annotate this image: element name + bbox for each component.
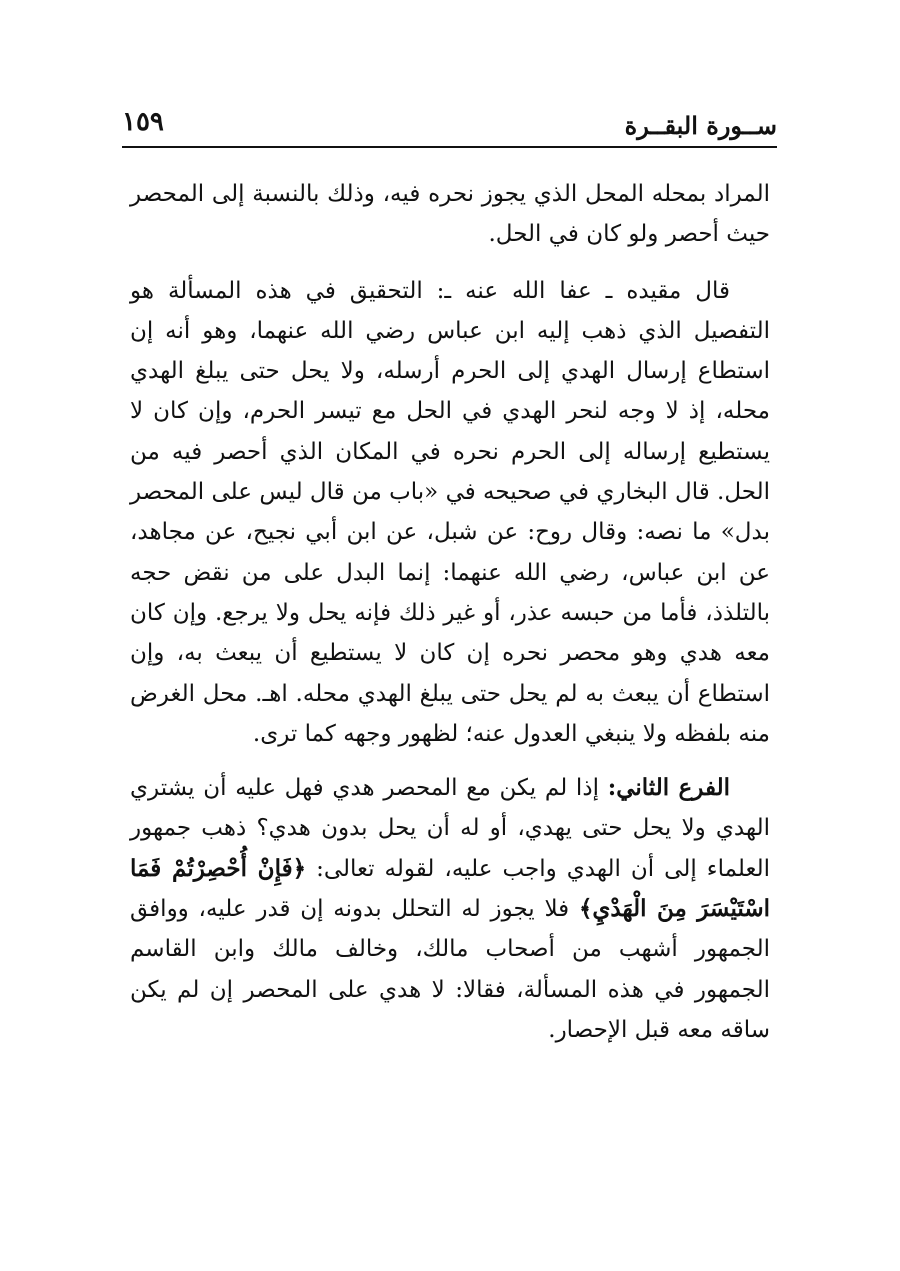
paragraph-gap <box>130 754 770 768</box>
page-header <box>122 105 777 145</box>
paragraph-2: قال مقيده ـ عفا الله عنه ـ: التحقيق في هذه المسألة هو التفصيل الذي ذهب إليه ابن عباس رضي الله عنهما، وهو أنه إن استطاع إرسال الهدي إلى الحرم أرسله، ولا يحل حتى يبلغ الهدي محله، إذ لا وجه لنحر الهدي في الحل مع تيسر الحرم، وإن كان لا يستطيع إرساله إلى الحرم نحره في المكان الذي أحصر فيه من الحل. قال البخاري في صحيحه في «باب من قال ليس على المحصر بدل» ما نصه: وقال روح: عن شبل، عن ابن أبي نجيح، عن مجاهد، عن ابن عباس، رضي الله عنهما: إنما البدل على من نقض حجه بالتلذذ، فأما من حبسه عذر، أو غير ذلك فإنه يحل ولا يرجع. وإن كان معه هدي وهو محصر نحره إن كان لا يستطيع أن يبعث به، وإن استطاع أن يبعث به لم يحل حتى يبلغ الهدي محله. اهـ. محل الغرض منه بلفظه ولا ينبغي العدول عنه؛ لظهور وجهه كما ترى. <box>130 277 770 747</box>
page-number: ١٥٩ <box>122 107 164 137</box>
quran-verse: ﴿فَإِنْ أُحْصِرْتُمْ فَمَا اسْتَيْسَرَ مِنَ الْهَدْيِ﴾ <box>130 854 770 923</box>
surah-title: ســورة البقــرة <box>624 111 777 140</box>
section-lead: الفرع الثاني: <box>607 774 730 802</box>
paragraph-3-text-b: فلا يجوز له التحلل بدونه إن قدر عليه، ووافق الجمهور أشهب من أصحاب مالك، وخالف مالك وابن القاسم الجمهور في هذه المسألة، فقالا: لا هدي على المحصر إن لم يكن ساقه معه قبل الإحصار. <box>130 896 770 1043</box>
paragraph-3 <box>130 768 770 1050</box>
paragraph-gap <box>130 255 770 271</box>
paragraph-1: المراد بمحله المحل الذي يجوز نحره فيه، وذلك بالنسبة إلى المحصر حيث أحصر ولو كان في الحل. <box>130 181 770 248</box>
paragraph-3-text-a: إذا لم يكن مع المحصر هدي فهل عليه أن يشتري الهدي ولا يحل حتى يهدي، أو له أن يحل بدون هدي؟ ذهب جمهور العلماء إلى أن الهدي واجب عليه، لقوله تعالى: <box>130 775 770 882</box>
header-divider <box>122 146 777 148</box>
page-body <box>130 174 770 1050</box>
